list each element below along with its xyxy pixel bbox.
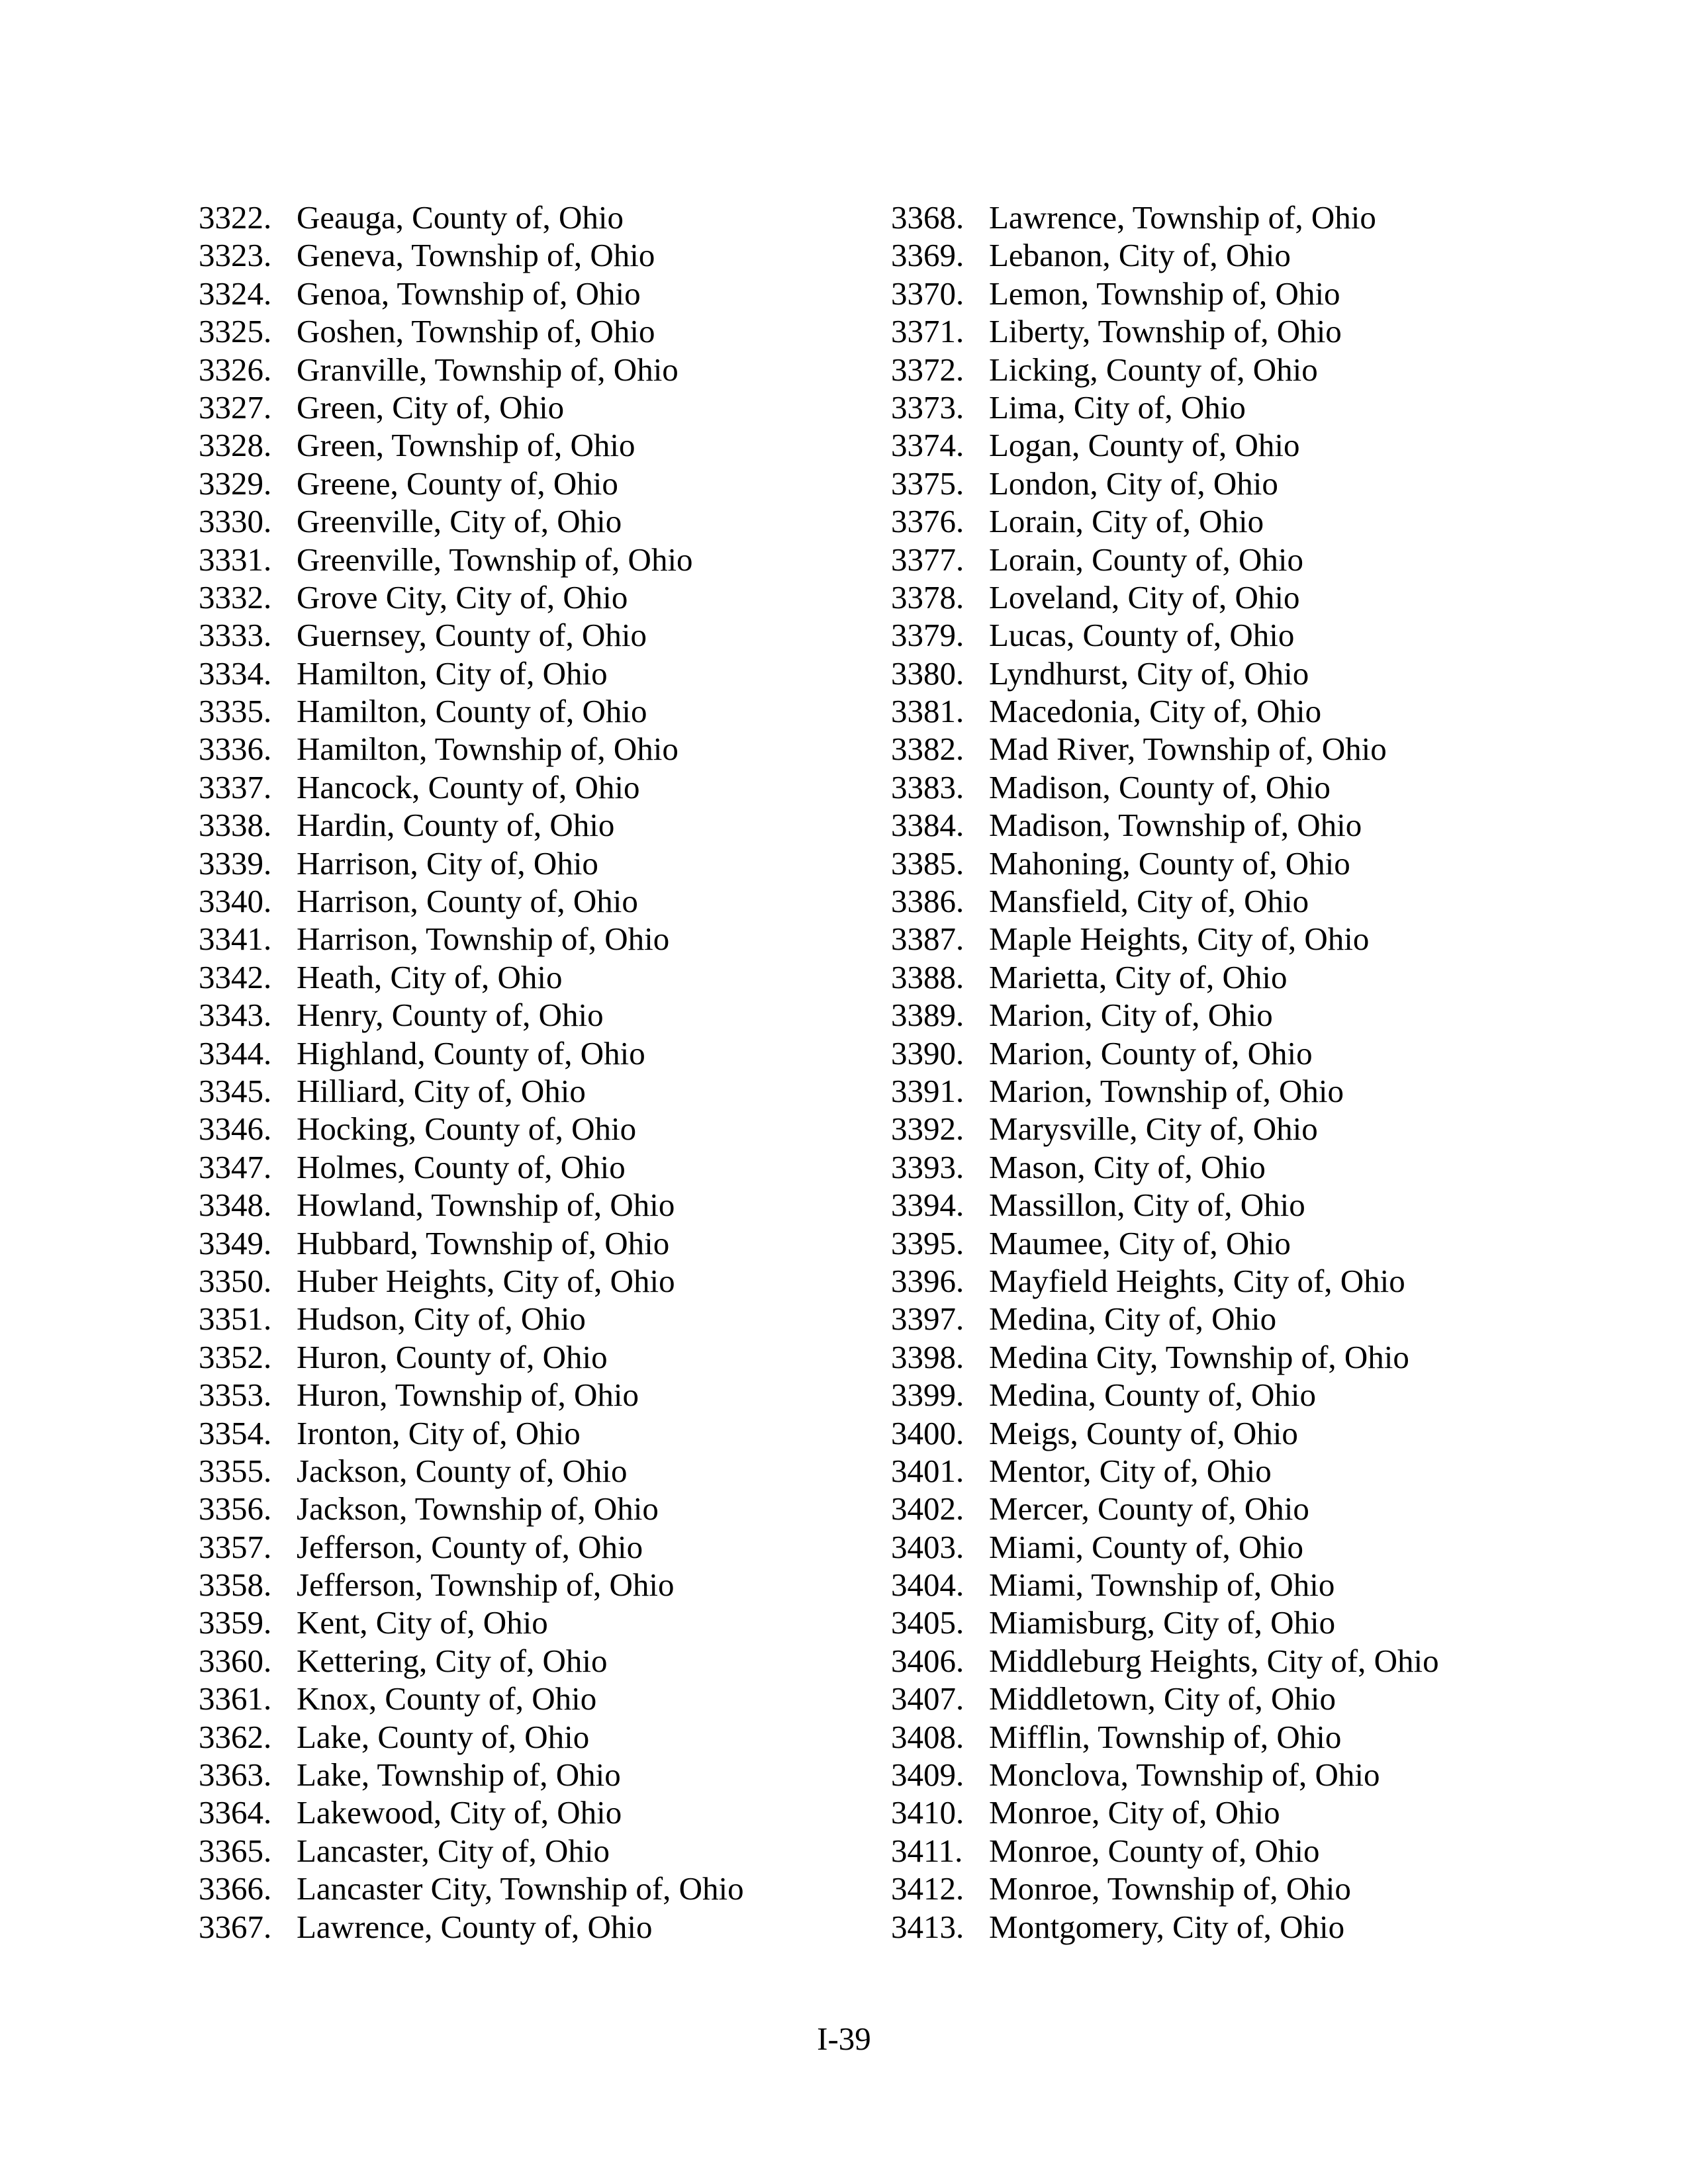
list-item: [891, 1718, 1553, 1756]
entry-number: 3349.: [199, 1224, 272, 1261]
list-item: [199, 1186, 861, 1224]
entry-name: Middleburg Heights, City of, Ohio: [989, 1642, 1439, 1679]
entry-number: 3405.: [891, 1604, 964, 1641]
list-item: [199, 1376, 861, 1414]
entry-number: 3395.: [891, 1224, 964, 1261]
entry-number: 3352.: [199, 1338, 272, 1375]
list-item: [199, 1148, 861, 1186]
list-item: [891, 1452, 1553, 1490]
entry-name: Geauga, County of, Ohio: [297, 199, 624, 236]
entry-name: Hubbard, Township of, Ohio: [297, 1224, 670, 1261]
entry-number: 3396.: [891, 1262, 964, 1299]
entry-number: 3334.: [199, 655, 272, 692]
entry-number: 3341.: [199, 921, 272, 958]
entry-name: Miamisburg, City of, Ohio: [989, 1604, 1336, 1641]
list-item: [199, 996, 861, 1034]
list-item: [891, 1300, 1553, 1338]
entry-number: 3401.: [891, 1452, 964, 1489]
entry-number: 3340.: [199, 883, 272, 920]
list-item: [891, 1148, 1553, 1186]
entry-name: Medina, City of, Ohio: [989, 1300, 1277, 1338]
entry-name: Geneva, Township of, Ohio: [297, 237, 655, 274]
entry-name: Massillon, City of, Ohio: [989, 1187, 1305, 1224]
entry-number: 3325.: [199, 313, 272, 350]
list-item: [199, 1034, 861, 1072]
entry-number: 3406.: [891, 1642, 964, 1679]
entry-number: 3322.: [199, 199, 272, 236]
entry-number: 3372.: [891, 351, 964, 388]
list-item: [199, 1566, 861, 1604]
entry-list-right: [891, 199, 1553, 1946]
list-item: [199, 1642, 861, 1680]
entry-number: 3393.: [891, 1148, 964, 1185]
entry-number: 3387.: [891, 921, 964, 958]
entry-name: Grove City, City of, Ohio: [297, 578, 628, 615]
entry-number: 3338.: [199, 807, 272, 844]
list-item: [199, 806, 861, 844]
entry-name: Lawrence, Township of, Ohio: [989, 199, 1376, 236]
entry-number: 3323.: [199, 237, 272, 274]
entry-name: Hilliard, City of, Ohio: [297, 1072, 586, 1109]
entry-name: Marion, County of, Ohio: [989, 1034, 1313, 1071]
entry-name: Hocking, County of, Ohio: [297, 1111, 637, 1148]
list-item: [891, 1110, 1553, 1148]
entry-name: Hardin, County of, Ohio: [297, 807, 615, 844]
entry-name: Mason, City of, Ohio: [989, 1148, 1266, 1185]
entry-name: Middletown, City of, Ohio: [989, 1680, 1336, 1717]
list-item: [199, 768, 861, 806]
entry-name: Lima, City of, Ohio: [989, 388, 1246, 426]
entry-number: 3376.: [891, 503, 964, 540]
list-item: [199, 1604, 861, 1641]
entry-number: 3366.: [199, 1870, 272, 1907]
entry-name: Lancaster City, Township of, Ohio: [297, 1870, 744, 1907]
entry-name: Lucas, County of, Ohio: [989, 617, 1295, 654]
list-item: [891, 1490, 1553, 1527]
list-item: [891, 199, 1553, 236]
entry-name: Lawrence, County of, Ohio: [297, 1908, 653, 1945]
list-item: [199, 275, 861, 312]
entry-number: 3353.: [199, 1377, 272, 1414]
list-item: [199, 844, 861, 882]
entry-name: Lancaster, City of, Ohio: [297, 1832, 610, 1869]
entry-name: Granville, Township of, Ohio: [297, 351, 679, 388]
entry-number: 3389.: [891, 997, 964, 1034]
entry-number: 3384.: [891, 807, 964, 844]
list-item: [199, 351, 861, 388]
entry-number: 3359.: [199, 1604, 272, 1641]
entry-name: Marion, Township of, Ohio: [989, 1072, 1344, 1109]
entry-number: 3343.: [199, 997, 272, 1034]
entry-number: 3335.: [199, 693, 272, 730]
list-item: [199, 730, 861, 768]
list-item: [891, 1072, 1553, 1110]
list-item: [199, 1870, 861, 1907]
entry-number: 3339.: [199, 844, 272, 882]
list-item: [199, 616, 861, 654]
entry-number: 3369.: [891, 237, 964, 274]
list-item: [199, 199, 861, 236]
entry-name: Harrison, Township of, Ohio: [297, 921, 670, 958]
entry-number: 3388.: [891, 958, 964, 995]
entry-name: Harrison, City of, Ohio: [297, 844, 598, 882]
entry-name: Hamilton, City of, Ohio: [297, 655, 608, 692]
list-item: [891, 730, 1553, 768]
entry-number: 3380.: [891, 655, 964, 692]
entry-name: Henry, County of, Ohio: [297, 997, 604, 1034]
entry-number: 3398.: [891, 1338, 964, 1375]
entry-number: 3337.: [199, 768, 272, 805]
entry-number: 3382.: [891, 731, 964, 768]
list-item: [891, 882, 1553, 920]
list-item: [199, 882, 861, 920]
entry-name: Mifflin, Township of, Ohio: [989, 1718, 1342, 1755]
entry-name: Harrison, County of, Ohio: [297, 883, 638, 920]
list-item: [199, 312, 861, 350]
entry-name: Lorain, County of, Ohio: [989, 541, 1303, 578]
entry-number: 3331.: [199, 541, 272, 578]
entry-number: 3354.: [199, 1414, 272, 1451]
entry-number: 3377.: [891, 541, 964, 578]
entry-number: 3370.: [891, 275, 964, 312]
list-item: [199, 1414, 861, 1452]
entry-number: 3404.: [891, 1567, 964, 1604]
entry-name: Hamilton, Township of, Ohio: [297, 731, 679, 768]
entry-name: Jackson, Township of, Ohio: [297, 1490, 659, 1527]
list-item: [199, 1072, 861, 1110]
entry-number: 3411.: [891, 1832, 963, 1869]
list-item: [891, 312, 1553, 350]
entry-number: 3351.: [199, 1300, 272, 1338]
entry-name: Licking, County of, Ohio: [989, 351, 1318, 388]
entry-name: Mentor, City of, Ohio: [989, 1452, 1272, 1489]
list-item: [891, 465, 1553, 502]
entry-name: Mansfield, City of, Ohio: [989, 883, 1309, 920]
list-item: [891, 578, 1553, 616]
entry-name: London, City of, Ohio: [989, 465, 1278, 502]
entry-name: Medina City, Township of, Ohio: [989, 1338, 1409, 1375]
entry-name: Heath, City of, Ohio: [297, 958, 563, 995]
entry-name: Jefferson, Township of, Ohio: [297, 1567, 675, 1604]
entry-name: Madison, County of, Ohio: [989, 768, 1331, 805]
entry-number: 3410.: [891, 1794, 964, 1831]
list-item: [199, 1110, 861, 1148]
entry-name: Marion, City of, Ohio: [989, 997, 1273, 1034]
entry-name: Logan, County of, Ohio: [989, 427, 1300, 464]
entry-list-left: [199, 199, 861, 1946]
list-item: [199, 465, 861, 502]
entry-number: 3344.: [199, 1034, 272, 1071]
entry-number: 3358.: [199, 1567, 272, 1604]
entry-name: Miami, Township of, Ohio: [989, 1567, 1335, 1604]
entry-number: 3327.: [199, 388, 272, 426]
entry-number: 3391.: [891, 1072, 964, 1109]
entry-name: Howland, Township of, Ohio: [297, 1187, 675, 1224]
list-item: [199, 1452, 861, 1490]
list-item: [891, 1680, 1553, 1717]
entry-name: Huron, Township of, Ohio: [297, 1377, 639, 1414]
entry-number: 3332.: [199, 578, 272, 615]
list-item: [891, 351, 1553, 388]
entry-number: 3412.: [891, 1870, 964, 1907]
entry-name: Montgomery, City of, Ohio: [989, 1908, 1345, 1945]
entry-name: Huron, County of, Ohio: [297, 1338, 608, 1375]
entry-name: Lebanon, City of, Ohio: [989, 237, 1291, 274]
entry-name: Huber Heights, City of, Ohio: [297, 1262, 675, 1299]
entry-number: 3342.: [199, 958, 272, 995]
entry-name: Jackson, County of, Ohio: [297, 1452, 628, 1489]
list-item: [891, 806, 1553, 844]
list-item: [199, 1908, 861, 1946]
entry-name: Highland, County of, Ohio: [297, 1034, 645, 1071]
entry-name: Mercer, County of, Ohio: [989, 1490, 1309, 1527]
list-item: [199, 1794, 861, 1831]
entry-name: Madison, Township of, Ohio: [989, 807, 1362, 844]
entry-number: 3394.: [891, 1187, 964, 1224]
list-item: [199, 1338, 861, 1376]
entry-number: 3375.: [891, 465, 964, 502]
entry-number: 3363.: [199, 1756, 272, 1794]
entry-number: 3328.: [199, 427, 272, 464]
list-item: [891, 236, 1553, 274]
list-item: [199, 692, 861, 730]
entry-number: 3409.: [891, 1756, 964, 1794]
entry-name: Loveland, City of, Ohio: [989, 578, 1300, 615]
entry-name: Monroe, County of, Ohio: [989, 1832, 1320, 1869]
list-item: [891, 1528, 1553, 1566]
list-item: [199, 1262, 861, 1300]
list-item: [891, 541, 1553, 578]
entry-number: 3403.: [891, 1528, 964, 1565]
entry-number: 3407.: [891, 1680, 964, 1717]
entry-number: 3365.: [199, 1832, 272, 1869]
entry-name: Monroe, City of, Ohio: [989, 1794, 1280, 1831]
entry-number: 3350.: [199, 1262, 272, 1299]
list-item: [891, 275, 1553, 312]
entry-number: 3356.: [199, 1490, 272, 1527]
entry-number: 3357.: [199, 1528, 272, 1565]
entry-number: 3374.: [891, 427, 964, 464]
list-item: [199, 655, 861, 692]
entry-name: Lake, County of, Ohio: [297, 1718, 590, 1755]
list-item: [891, 388, 1553, 426]
list-item: [891, 1908, 1553, 1946]
entry-number: 3371.: [891, 313, 964, 350]
entry-number: 3383.: [891, 768, 964, 805]
entry-name: Greenville, Township of, Ohio: [297, 541, 693, 578]
list-item: [199, 1756, 861, 1794]
entry-name: Greenville, City of, Ohio: [297, 503, 622, 540]
entry-number: 3330.: [199, 503, 272, 540]
list-item: [891, 1642, 1553, 1680]
list-item: [891, 1376, 1553, 1414]
entry-number: 3373.: [891, 388, 964, 426]
entry-name: Kent, City of, Ohio: [297, 1604, 548, 1641]
list-item: [891, 1186, 1553, 1224]
entry-name: Genoa, Township of, Ohio: [297, 275, 641, 312]
list-item: [891, 920, 1553, 958]
list-item: [891, 1338, 1553, 1376]
list-item: [199, 541, 861, 578]
list-item: [199, 236, 861, 274]
entry-number: 3333.: [199, 617, 272, 654]
entry-number: 3385.: [891, 844, 964, 882]
list-item: [891, 1566, 1553, 1604]
list-item: [199, 1490, 861, 1527]
entry-number: 3408.: [891, 1718, 964, 1755]
entry-number: 3346.: [199, 1111, 272, 1148]
entry-name: Macedonia, City of, Ohio: [989, 693, 1322, 730]
entry-name: Green, Township of, Ohio: [297, 427, 635, 464]
entry-name: Lakewood, City of, Ohio: [297, 1794, 622, 1831]
entry-number: 3362.: [199, 1718, 272, 1755]
entry-name: Maple Heights, City of, Ohio: [989, 921, 1370, 958]
entry-number: 3336.: [199, 731, 272, 768]
entry-number: 3345.: [199, 1072, 272, 1109]
entry-name: Medina, County of, Ohio: [989, 1377, 1317, 1414]
entry-number: 3390.: [891, 1034, 964, 1071]
entry-number: 3368.: [891, 199, 964, 236]
entry-number: 3347.: [199, 1148, 272, 1185]
entry-name: Meigs, County of, Ohio: [989, 1414, 1298, 1451]
entry-number: 3378.: [891, 578, 964, 615]
entry-name: Monclova, Township of, Ohio: [989, 1756, 1380, 1794]
list-item: [199, 1832, 861, 1870]
entry-name: Hamilton, County of, Ohio: [297, 693, 647, 730]
entry-name: Greene, County of, Ohio: [297, 465, 618, 502]
list-item: [891, 655, 1553, 692]
entry-number: 3367.: [199, 1908, 272, 1945]
entry-number: 3360.: [199, 1642, 272, 1679]
list-item: [199, 578, 861, 616]
list-item: [891, 426, 1553, 464]
list-item: [891, 844, 1553, 882]
list-item: [891, 1794, 1553, 1831]
entry-name: Mahoning, County of, Ohio: [989, 844, 1350, 882]
entry-number: 3324.: [199, 275, 272, 312]
list-item: [891, 1224, 1553, 1262]
list-item: [891, 958, 1553, 996]
list-item: [199, 1528, 861, 1566]
list-item: [891, 502, 1553, 540]
entry-number: 3361.: [199, 1680, 272, 1717]
entry-name: Lemon, Township of, Ohio: [989, 275, 1340, 312]
list-item: [199, 1718, 861, 1756]
entry-number: 3397.: [891, 1300, 964, 1338]
entry-number: 3400.: [891, 1414, 964, 1451]
entry-name: Marysville, City of, Ohio: [989, 1111, 1318, 1148]
list-item: [891, 1034, 1553, 1072]
list-item: [891, 616, 1553, 654]
list-item: [199, 426, 861, 464]
entry-name: Jefferson, County of, Ohio: [297, 1528, 643, 1565]
page-number: I-39: [817, 2021, 871, 2057]
entry-name: Green, City of, Ohio: [297, 388, 565, 426]
entry-name: Mayfield Heights, City of, Ohio: [989, 1262, 1405, 1299]
entry-name: Maumee, City of, Ohio: [989, 1224, 1291, 1261]
list-item: [891, 1832, 1553, 1870]
entry-number: 3326.: [199, 351, 272, 388]
entry-name: Kettering, City of, Ohio: [297, 1642, 608, 1679]
entry-number: 3402.: [891, 1490, 964, 1527]
list-item: [199, 1300, 861, 1338]
entry-name: Mad River, Township of, Ohio: [989, 731, 1387, 768]
list-item: [199, 1224, 861, 1262]
entry-number: 3348.: [199, 1187, 272, 1224]
list-item: [199, 920, 861, 958]
entry-name: Ironton, City of, Ohio: [297, 1414, 581, 1451]
list-item: [891, 768, 1553, 806]
entry-name: Marietta, City of, Ohio: [989, 958, 1288, 995]
entry-name: Miami, County of, Ohio: [989, 1528, 1304, 1565]
entry-name: Hudson, City of, Ohio: [297, 1300, 586, 1338]
list-item: [891, 996, 1553, 1034]
entry-number: 3392.: [891, 1111, 964, 1148]
entry-number: 3386.: [891, 883, 964, 920]
entry-number: 3329.: [199, 465, 272, 502]
entry-name: Holmes, County of, Ohio: [297, 1148, 626, 1185]
entry-number: 3413.: [891, 1908, 964, 1945]
list-item: [891, 1870, 1553, 1907]
entry-name: Goshen, Township of, Ohio: [297, 313, 655, 350]
list-item: [199, 1680, 861, 1717]
entry-number: 3355.: [199, 1452, 272, 1489]
entry-name: Lyndhurst, City of, Ohio: [989, 655, 1309, 692]
list-item: [199, 502, 861, 540]
entry-number: 3364.: [199, 1794, 272, 1831]
entry-number: 3399.: [891, 1377, 964, 1414]
entry-number: 3381.: [891, 693, 964, 730]
entry-number: 3379.: [891, 617, 964, 654]
entry-name: Hancock, County of, Ohio: [297, 768, 640, 805]
entry-name: Lorain, City of, Ohio: [989, 503, 1264, 540]
list-item: [199, 958, 861, 996]
list-item: [891, 1414, 1553, 1452]
entry-name: Monroe, Township of, Ohio: [989, 1870, 1351, 1907]
entry-name: Liberty, Township of, Ohio: [989, 313, 1342, 350]
entry-name: Lake, Township of, Ohio: [297, 1756, 621, 1794]
list-item: [891, 1756, 1553, 1794]
list-item: [891, 692, 1553, 730]
list-item: [891, 1604, 1553, 1641]
list-item: [199, 388, 861, 426]
entry-name: Guernsey, County of, Ohio: [297, 617, 647, 654]
list-item: [891, 1262, 1553, 1300]
entry-name: Knox, County of, Ohio: [297, 1680, 597, 1717]
